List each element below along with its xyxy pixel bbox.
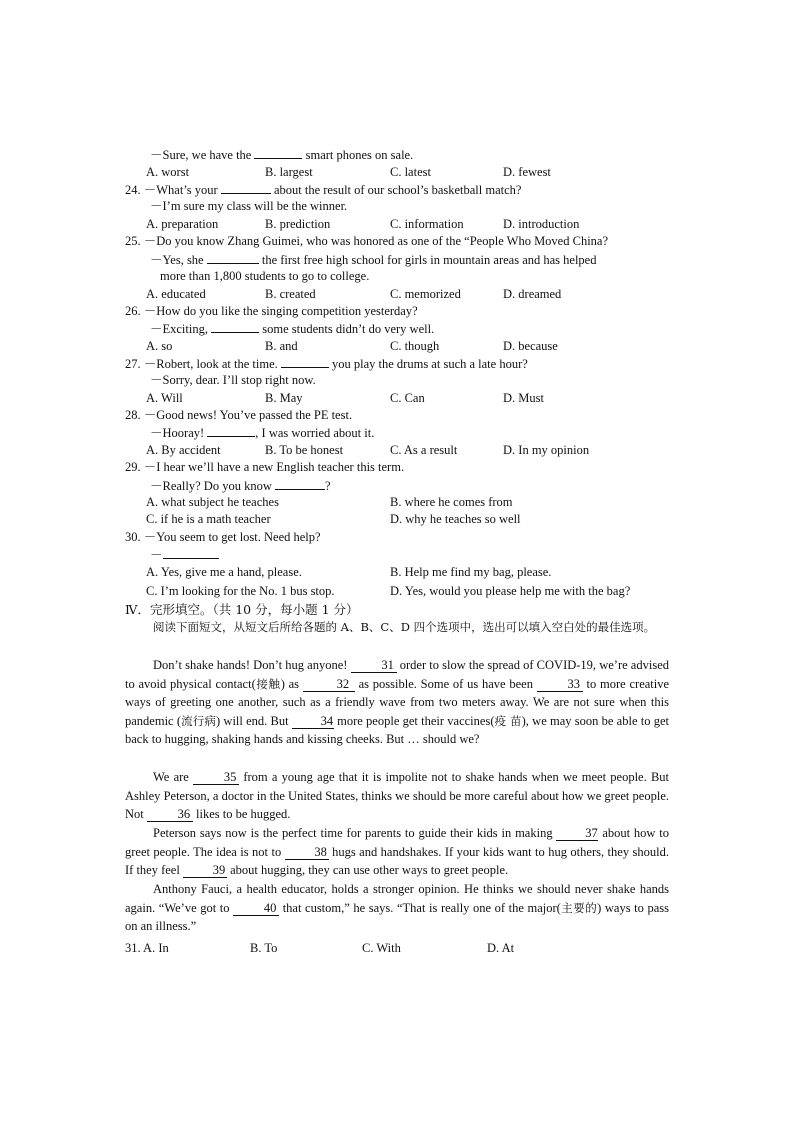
- q27-option-a: A. Will: [146, 391, 183, 405]
- q29-option-d: D. why he teaches so well: [390, 512, 521, 526]
- q31-option-d: D. At: [487, 941, 515, 955]
- q26-option-b: B. and: [265, 339, 298, 353]
- q26-number: 26.: [125, 304, 141, 318]
- q25-option-c: C. memorized: [390, 287, 461, 301]
- q24-option-c: C. information: [390, 217, 464, 231]
- blank-33: 33: [537, 677, 583, 692]
- passage-paragraph-3: Peterson says now is the perfect time for parents to guide their kids in making 37 about how to greet people. The idea is not to 38 hugs and handshakes. If your kids want to hug others, they should. If they feel 39 about hugging, they can use other ways to greet people.: [125, 826, 670, 878]
- q23-blank: [254, 146, 302, 159]
- blank-40: 40: [233, 901, 279, 916]
- blank-38: 38: [285, 845, 329, 860]
- q24-line2: －I’m sure my class will be the winner.: [150, 199, 348, 213]
- q30-option-c: C. I’m looking for the No. 1 bus stop.: [146, 584, 335, 598]
- q24-option-b: B. prediction: [265, 217, 331, 231]
- q25-line2: －Yes, she the first free high school for girls in mountain areas and has helped: [150, 253, 597, 267]
- q27-option-d: D. Must: [503, 391, 544, 405]
- q30-option-a: A. Yes, give me a hand, please.: [146, 565, 302, 579]
- q29-option-a: A. what subject he teaches: [146, 495, 279, 509]
- q29-blank: [275, 477, 325, 490]
- blank-36: 36: [147, 807, 193, 822]
- blank-32: 32: [303, 677, 355, 692]
- q26-option-c: C. though: [390, 339, 440, 353]
- q26-blank: [211, 320, 259, 333]
- q24-line1: 24. －What’s your about the result of our school’s basketball match?: [125, 183, 522, 197]
- q27-option-b: B. May: [265, 391, 303, 405]
- q23-line: －Sure, we have the smart phones on sale.: [150, 148, 414, 162]
- q30-line2: －: [150, 546, 219, 564]
- section-4-instruction: 阅读下面短文，从短文后所给各题的 A、B、C、D 四个选项中，选出可以填入空白处的最佳选项。: [153, 620, 656, 634]
- q30-option-b: B. Help me find my bag, please.: [390, 565, 552, 579]
- q28-line1: 28. －Good news! You’ve passed the PE test.: [125, 408, 353, 422]
- q29-line1: 29. －I hear we’ll have a new English teacher this term.: [125, 460, 405, 474]
- q28-option-a: A. By accident: [146, 443, 221, 457]
- q31-option-c: C. With: [362, 941, 401, 955]
- q28-option-c: C. As a result: [390, 443, 458, 457]
- q27-line1: 27. －Robert, look at the time. you play the drums at such a late hour?: [125, 357, 528, 371]
- q30-blank: [163, 546, 219, 559]
- section-4-title: Ⅳ．完形填空。（共 10 分，每小题 1 分）: [125, 602, 359, 617]
- q30-option-d: D. Yes, would you please help me with the bag?: [390, 584, 631, 598]
- q29-option-b: B. where he comes from: [390, 495, 513, 509]
- q26-line2: －Exciting, some students didn’t do very well.: [150, 322, 435, 336]
- passage-paragraph-4: Anthony Fauci, a health educator, holds a stronger opinion. He thinks we should never shake hands again. “We’ve got to 40 that custom,” he says. “That is really one of the major(主要的) ways to pass on an illness.”: [125, 882, 670, 934]
- q27-option-c: C. Can: [390, 391, 425, 405]
- q31-option-a: 31. A. In: [125, 941, 169, 955]
- q26-option-a: A. so: [146, 339, 173, 353]
- q23-option-b: B. largest: [265, 165, 313, 179]
- q27-blank: [281, 355, 329, 368]
- q31-option-b: B. To: [250, 941, 278, 955]
- q23-option-a: A. worst: [146, 165, 190, 179]
- blank-31: 31: [351, 658, 397, 673]
- q26-option-d: D. because: [503, 339, 558, 353]
- blank-35: 35: [193, 770, 239, 785]
- q29-line2: －Really? Do you know ?: [150, 479, 331, 493]
- q25-number: 25.: [125, 234, 141, 248]
- q29-number: 29.: [125, 460, 141, 474]
- q28-number: 28.: [125, 408, 141, 422]
- q30-line1: 30. －You seem to get lost. Need help?: [125, 530, 321, 544]
- passage-paragraph-2: We are 35 from a young age that it is impolite not to shake hands when we meet people. But Ashley Peterson, a doctor in the United States, thinks we should be more careful about how we greet people. Not 36 likes to be hugged.: [125, 770, 670, 822]
- blank-34: 34: [292, 714, 334, 729]
- q25-blank: [207, 251, 259, 264]
- q25-option-a: A. educated: [146, 287, 206, 301]
- q24-number: 24.: [125, 183, 141, 197]
- passage-paragraph-1: Don’t shake hands! Don’t hug anyone! 31 order to slow the spread of COVID-19, we’re advised to avoid physical contact(接触) as 32 as possible. Some of us have been 33 to more creative ways of greeting one another, such as a friendly wave from two meters away. We are not sure when this pandemic (流行病) will end. But 34 more people get their vaccines(疫 苗), we may soon be able to get back to hugging, shaking hands and kissing cheeks. But … should we?: [125, 658, 670, 747]
- q30-number: 30.: [125, 530, 141, 544]
- q25-line1: 25. －Do you know Zhang Guimei, who was honored as one of the “People Who Moved China?: [125, 234, 609, 248]
- q26-line1: 26. －How do you like the singing competition yesterday?: [125, 304, 418, 318]
- q24-option-d: D. introduction: [503, 217, 580, 231]
- blank-37: 37: [556, 826, 598, 841]
- q23-option-d: D. fewest: [503, 165, 551, 179]
- q27-line2: －Sorry, dear. I’ll stop right now.: [150, 373, 316, 387]
- q25-line3: more than 1,800 students to go to college.: [160, 269, 370, 283]
- blank-39: 39: [183, 863, 227, 878]
- q28-line2: －Hooray! , I was worried about it.: [150, 426, 375, 440]
- q24-option-a: A. preparation: [146, 217, 219, 231]
- q28-blank: [207, 424, 255, 437]
- q29-option-c: C. if he is a math teacher: [146, 512, 271, 526]
- q25-option-b: B. created: [265, 287, 316, 301]
- q28-option-b: B. To be honest: [265, 443, 344, 457]
- q24-blank: [221, 181, 271, 194]
- q23-option-c: C. latest: [390, 165, 431, 179]
- q27-number: 27.: [125, 357, 141, 371]
- q28-option-d: D. In my opinion: [503, 443, 590, 457]
- q25-option-d: D. dreamed: [503, 287, 562, 301]
